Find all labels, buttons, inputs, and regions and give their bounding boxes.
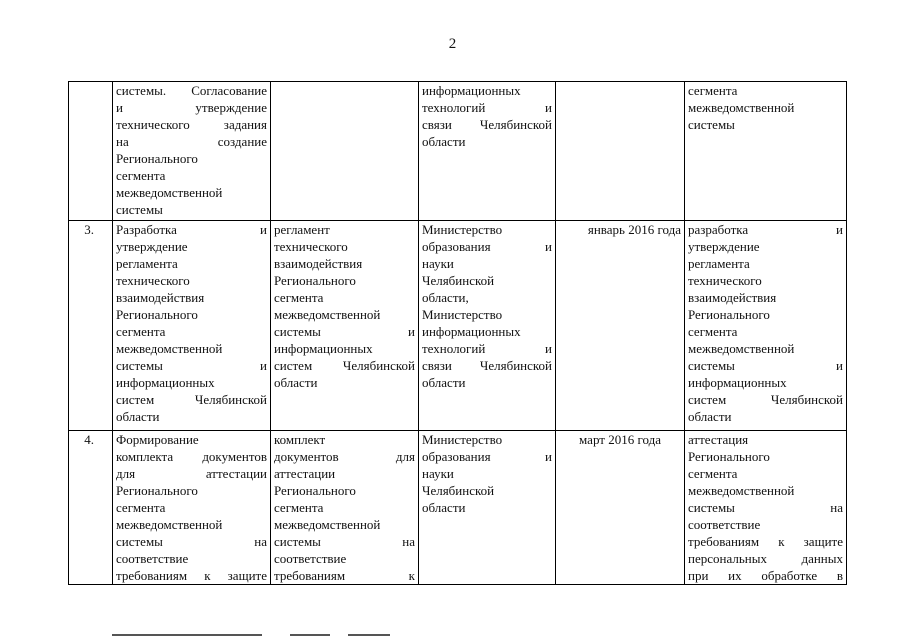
cell-line: технологий и: [422, 100, 552, 115]
cell-line: Регионального: [274, 273, 356, 288]
cell-line: области: [274, 375, 318, 390]
cell-line: области: [422, 375, 466, 390]
cell-line: технического: [116, 273, 190, 288]
cell-line: сегмента: [116, 324, 166, 339]
table-row: [69, 82, 847, 221]
cell-line: технического задания: [116, 117, 267, 132]
cell-line: Формирование: [116, 432, 199, 447]
cell-line: области,: [422, 290, 469, 305]
executor-cell: [419, 431, 556, 585]
page-number: 2: [448, 36, 457, 52]
cell-line: на создание: [116, 134, 267, 149]
cell-line: области: [422, 134, 466, 149]
task-cell: [113, 431, 271, 585]
bottom-rule: [112, 634, 262, 636]
cell-line: требованиям к: [274, 568, 415, 583]
cell-line: сегмента: [274, 290, 324, 305]
cell-line: технологий и: [422, 341, 552, 356]
cell-line: регламент: [274, 222, 330, 237]
cell-line: комплект: [274, 432, 326, 447]
task-cell: [113, 221, 271, 431]
cell-line: межведомственной: [688, 341, 795, 356]
cell-line: Челябинской: [422, 273, 495, 288]
cell-line: межведомственной: [274, 307, 381, 322]
cell-line: Регионального: [274, 483, 356, 498]
cell-line: системы: [116, 202, 163, 217]
deadline-cell: март 2016 года: [556, 431, 685, 585]
cell-line: утверждение: [688, 239, 760, 254]
cell-line: информационных: [116, 375, 215, 390]
cell-line: сегмента: [116, 168, 166, 183]
row-number: [69, 82, 113, 221]
cell-line: аттестации: [274, 466, 336, 481]
cell-line: систем Челябинской: [688, 392, 843, 407]
cell-line: Челябинской: [422, 483, 495, 498]
bottom-rule: [290, 634, 330, 636]
cell-line: области: [422, 500, 466, 515]
cell-line: сегмента: [688, 466, 738, 481]
cell-line: Регионального: [688, 307, 770, 322]
table-row: [69, 431, 847, 585]
cell-line: системы на: [116, 534, 267, 549]
outcome-cell: [685, 221, 847, 431]
result-document-cell: [271, 431, 419, 585]
cell-line: системы на: [274, 534, 415, 549]
cell-line: межведомственной: [688, 100, 795, 115]
cell-line: межведомственной: [116, 185, 223, 200]
cell-line: взаимодействия: [688, 290, 777, 305]
cell-line: взаимодействия: [116, 290, 205, 305]
row-number: 3.: [69, 221, 113, 431]
cell-line: межведомственной: [116, 341, 223, 356]
cell-line: Министерство: [422, 222, 503, 237]
cell-line: системы и: [688, 358, 843, 373]
cell-line: при их обработке в: [688, 568, 843, 583]
cell-line: Регионального: [116, 151, 198, 166]
cell-line: сегмента: [274, 500, 324, 515]
cell-line: требованиям к защите: [688, 534, 843, 549]
row-number: 4.: [69, 431, 113, 585]
cell-line: межведомственной: [688, 483, 795, 498]
cell-line: информационных: [422, 83, 521, 98]
cell-line: системы на: [688, 500, 843, 515]
cell-line: документов для: [274, 449, 415, 464]
cell-line: утверждение: [116, 239, 188, 254]
cell-line: персональных данных: [688, 551, 843, 566]
table-row: [69, 221, 847, 431]
cell-line: систем Челябинской: [274, 358, 415, 373]
cell-line: межведомственной: [116, 517, 223, 532]
plan-table: [68, 81, 847, 585]
cell-line: технического: [688, 273, 762, 288]
cell-line: Министерство: [422, 432, 503, 447]
cell-line: технического: [274, 239, 348, 254]
cell-line: регламента: [688, 256, 750, 271]
task-cell: [113, 82, 271, 221]
cell-line: соответствие: [116, 551, 189, 566]
cell-line: образования и: [422, 239, 552, 254]
bottom-rule: [348, 634, 390, 636]
result-document-cell: [271, 82, 419, 221]
cell-line: связи Челябинской: [422, 358, 552, 373]
executor-cell: [419, 221, 556, 431]
cell-line: Регионального: [116, 307, 198, 322]
cell-line: системы. Согласование: [116, 83, 267, 98]
cell-line: комплекта документов: [116, 449, 267, 464]
cell-line: системы: [688, 117, 735, 132]
cell-line: взаимодействия: [274, 256, 363, 271]
cell-line: образования и: [422, 449, 552, 464]
cell-line: Министерство: [422, 307, 503, 322]
cell-line: информационных: [422, 324, 521, 339]
cell-line: науки: [422, 466, 454, 481]
cell-line: сегмента: [688, 83, 738, 98]
cell-line: информационных: [688, 375, 787, 390]
cell-line: науки: [422, 256, 454, 271]
cell-line: требованиям к защите: [116, 568, 267, 583]
cell-line: межведомственной: [274, 517, 381, 532]
deadline-cell: [556, 82, 685, 221]
cell-line: систем Челябинской: [116, 392, 267, 407]
cell-line: для аттестации: [116, 466, 267, 481]
cell-line: соответствие: [688, 517, 761, 532]
cell-line: сегмента: [688, 324, 738, 339]
cell-line: системы и: [274, 324, 415, 339]
cell-line: области: [688, 409, 732, 424]
deadline-cell: январь 2016 года: [556, 221, 685, 431]
cell-line: сегмента: [116, 500, 166, 515]
cell-line: информационных: [274, 341, 373, 356]
outcome-cell: [685, 82, 847, 221]
cell-line: связи Челябинской: [422, 117, 552, 132]
cell-line: Разработка и: [116, 222, 267, 237]
cell-line: соответствие: [274, 551, 347, 566]
cell-line: Регионального: [688, 449, 770, 464]
cell-line: Регионального: [116, 483, 198, 498]
executor-cell: [419, 82, 556, 221]
cell-line: разработка и: [688, 222, 843, 237]
cell-line: регламента: [116, 256, 178, 271]
cell-line: системы и: [116, 358, 267, 373]
outcome-cell: [685, 431, 847, 585]
cell-line: аттестация: [688, 432, 749, 447]
cell-line: и утверждение: [116, 100, 267, 115]
result-document-cell: [271, 221, 419, 431]
cell-line: области: [116, 409, 160, 424]
